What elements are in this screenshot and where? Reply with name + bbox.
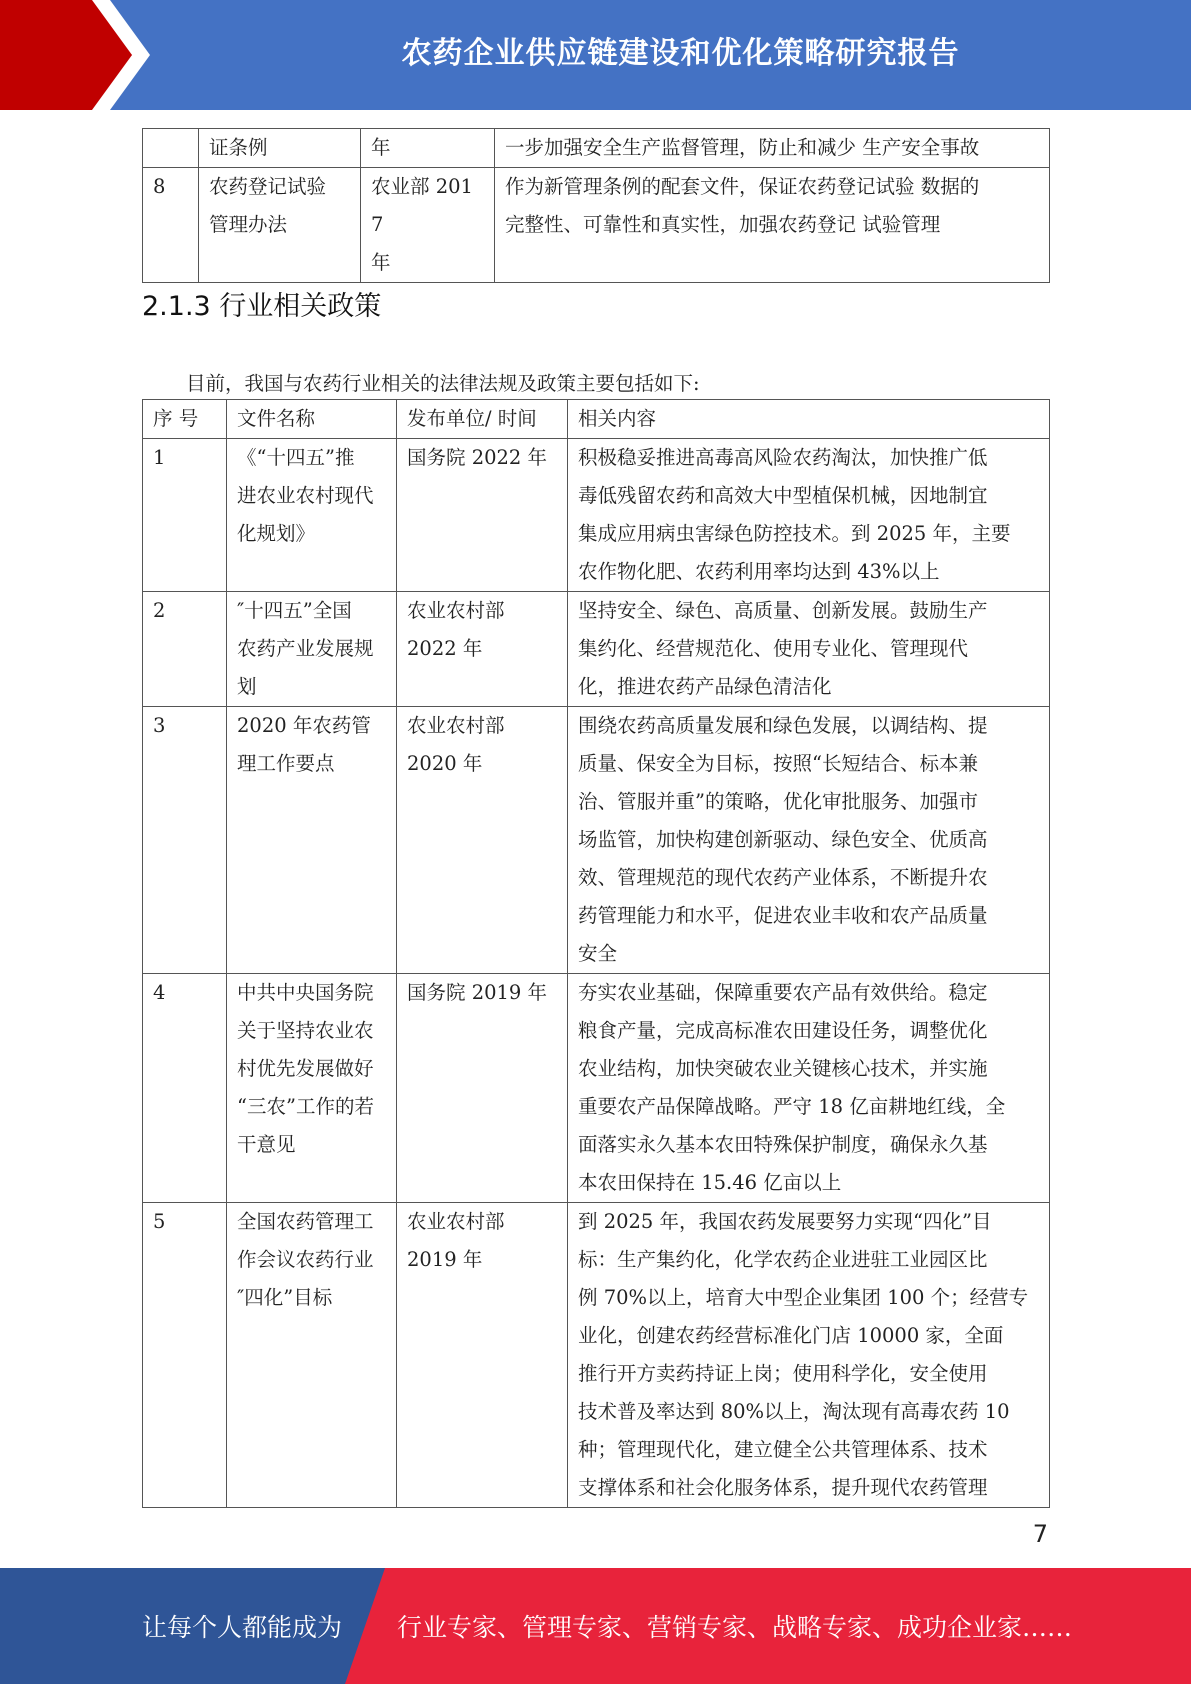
cell-content-line: 毒低残留农药和高效大中型植保机械，因地制宜 — [578, 484, 988, 507]
cell-content — [568, 707, 1050, 974]
cell-name-line: 化规划》 — [237, 522, 316, 545]
table-row — [143, 129, 1050, 168]
cell-name-line: 中共中央国务院 — [237, 981, 374, 1004]
cell-content-line: 质量、保安全为目标，按照“长短结合、标本兼 — [578, 752, 978, 775]
cell-name-line: 2020 年农药管 — [237, 714, 371, 737]
cell-content-line: 推行开方卖药持证上岗；使用科学化，安全使用 — [578, 1362, 988, 1385]
cell-name-line: ″四化”目标 — [237, 1286, 333, 1309]
cell-content — [568, 1203, 1050, 1508]
cell-name — [199, 168, 361, 283]
cell-issuer — [397, 974, 568, 1203]
cell-name-line: 《“十四五”推 — [237, 446, 355, 469]
cell-name-line: 证条例 — [209, 136, 268, 159]
header-content: 相关内容 — [568, 400, 1050, 439]
cell-content-line: 集成应用病虫害绿色防控技术。到 2025 年，主要 — [578, 522, 1011, 545]
cell-content — [495, 168, 1050, 283]
cell-issuer-line: 年 — [371, 251, 391, 274]
cell-name-line: 管理办法 — [209, 213, 288, 236]
footer-slogan-right: 行业专家、管理专家、营销专家、战略专家、成功企业家…… — [397, 1613, 1073, 1642]
footer-banner — [0, 1568, 1191, 1684]
cell-issuer-line: 2022 年 — [407, 637, 483, 660]
header-issuer: 发布单位/ 时间 — [397, 400, 568, 439]
cell-no: 1 — [143, 439, 227, 592]
cell-name — [227, 439, 397, 592]
table-row — [143, 168, 1050, 283]
cell-issuer — [397, 707, 568, 974]
table-row — [143, 439, 1050, 592]
cell-no: 3 — [143, 707, 227, 974]
footer-slogan-left: 让每个人都能成为 — [142, 1613, 343, 1642]
cell-content-line: 例 70%以上，培育大中型企业集团 100 个；经营专 — [578, 1286, 1029, 1309]
intro-paragraph: 目前，我国与农药行业相关的法律法规及政策主要包括如下: — [186, 372, 700, 395]
cell-issuer-line: 国务院 2019 年 — [407, 981, 548, 1004]
cell-content — [568, 974, 1050, 1203]
table-row — [143, 1203, 1050, 1508]
policy-table — [142, 399, 1050, 1508]
cell-issuer — [397, 1203, 568, 1508]
cell-content-line: 农业结构，加快突破农业关键核心技术，并实施 — [578, 1057, 988, 1080]
cell-name — [227, 707, 397, 974]
cell-issuer-line: 2020 年 — [407, 752, 483, 775]
cell-name — [227, 1203, 397, 1508]
cell-content-line: 围绕农药高质量发展和绿色发展，以调结构、提 — [578, 714, 988, 737]
cell-content — [568, 439, 1050, 592]
cell-name-line: 农药登记试验 — [209, 175, 327, 198]
cell-content-line: 支撑体系和社会化服务体系，提升现代农药管理 — [578, 1476, 988, 1499]
header-banner — [0, 0, 1191, 110]
continuation-table — [142, 128, 1050, 283]
cell-issuer — [397, 439, 568, 592]
cell-content-line: 标：生产集约化，化学农药企业进驻工业园区比 — [578, 1248, 988, 1271]
cell-issuer-line: 国务院 2022 年 — [407, 446, 548, 469]
cell-issuer-line: 农业部 2017 — [371, 175, 473, 236]
cell-content-line: 积极稳妥推进高毒高风险农药淘汰，加快推广低 — [578, 446, 988, 469]
cell-no: 8 — [143, 168, 199, 283]
cell-content-line: 化，推进农药产品绿色清洁化 — [578, 675, 832, 698]
cell-name — [199, 129, 361, 168]
cell-content-line: 完整性、可靠性和真实性，加强农药登记 试验管理 — [505, 213, 941, 236]
cell-content-line: 重要农产品保障战略。严守 18 亿亩耕地红线，全 — [578, 1095, 1006, 1118]
cell-content-line: 夯实农业基础，保障重要农产品有效供给。稳定 — [578, 981, 988, 1004]
cell-content — [568, 592, 1050, 707]
cell-content-line: 种；管理现代化，建立健全公共管理体系、技术 — [578, 1438, 988, 1461]
cell-issuer-line: 年 — [371, 136, 391, 159]
cell-content-line: 业化，创建农药经营标准化门店 10000 家，全面 — [578, 1324, 1004, 1347]
cell-issuer-line: 2019 年 — [407, 1248, 483, 1271]
page-number: 7 — [1032, 1520, 1048, 1548]
cell-content-line: 一步加强安全生产监督管理，防止和减少 生产安全事故 — [505, 136, 980, 159]
cell-name-line: 划 — [237, 675, 257, 698]
cell-issuer-line: 农业农村部 — [407, 599, 505, 622]
cell-name-line: 理工作要点 — [237, 752, 335, 775]
table-header-row — [143, 400, 1050, 439]
chevron-arrow-icon — [0, 0, 160, 110]
cell-name-line: 关于坚持农业农 — [237, 1019, 374, 1042]
cell-name-line: 村优先发展做好 — [237, 1057, 374, 1080]
cell-name — [227, 592, 397, 707]
cell-content-line: 到 2025 年，我国农药发展要努力实现“四化”目 — [578, 1210, 992, 1233]
cell-name-line: ″十四五”全国 — [237, 599, 352, 622]
cell-name-line: 进农业农村现代 — [237, 484, 374, 507]
table-row — [143, 974, 1050, 1203]
cell-content-line: 农作物化肥、农药利用率均达到 43%以上 — [578, 560, 940, 583]
cell-content-line: 场监管，加快构建创新驱动、绿色安全、优质高 — [578, 828, 988, 851]
cell-no: 5 — [143, 1203, 227, 1508]
cell-content-line: 药管理能力和水平，促进农业丰收和农产品质量 — [578, 904, 988, 927]
cell-name-line: 农药产业发展规 — [237, 637, 374, 660]
cell-content-line: 安全 — [578, 942, 618, 965]
cell-no: 2 — [143, 592, 227, 707]
cell-no: 4 — [143, 974, 227, 1203]
header-no: 序 号 — [143, 400, 227, 439]
section-heading: 2.1.3 行业相关政策 — [142, 291, 382, 322]
document-title: 农药企业供应链建设和优化策略研究报告 — [401, 36, 960, 71]
header-name: 文件名称 — [227, 400, 397, 439]
cell-content-line: 技术普及率达到 80%以上，淘汰现有高毒农药 10 — [578, 1400, 1010, 1423]
cell-issuer — [397, 592, 568, 707]
cell-issuer-line: 农业农村部 — [407, 714, 505, 737]
cell-name — [227, 974, 397, 1203]
cell-name-line: 全国农药管理工 — [237, 1210, 374, 1233]
cell-name-line: “三农”工作的若 — [237, 1095, 374, 1118]
cell-content-line: 粮食产量，完成高标准农田建设任务，调整优化 — [578, 1019, 988, 1042]
cell-content-line: 治、管服并重”的策略，优化审批服务、加强市 — [578, 790, 978, 813]
table-row — [143, 707, 1050, 974]
cell-name-line: 干意见 — [237, 1133, 296, 1156]
table-row — [143, 592, 1050, 707]
cell-content-line: 本农田保持在 15.46 亿亩以上 — [578, 1171, 842, 1194]
cell-issuer — [361, 129, 495, 168]
cell-content-line: 坚持安全、绿色、高质量、创新发展。鼓励生产 — [578, 599, 988, 622]
cell-content-line: 面落实永久基本农田特殊保护制度，确保永久基 — [578, 1133, 988, 1156]
cell-issuer-line: 农业农村部 — [407, 1210, 505, 1233]
cell-content-line: 作为新管理条例的配套文件，保证农药登记试验 数据的 — [505, 175, 980, 198]
cell-issuer — [361, 168, 495, 283]
cell-content-line: 效、管理规范的现代农药产业体系，不断提升农 — [578, 866, 988, 889]
cell-no — [143, 129, 199, 168]
cell-content-line: 集约化、经营规范化、使用专业化、管理现代 — [578, 637, 969, 660]
cell-content — [495, 129, 1050, 168]
cell-name-line: 作会议农药行业 — [237, 1248, 374, 1271]
